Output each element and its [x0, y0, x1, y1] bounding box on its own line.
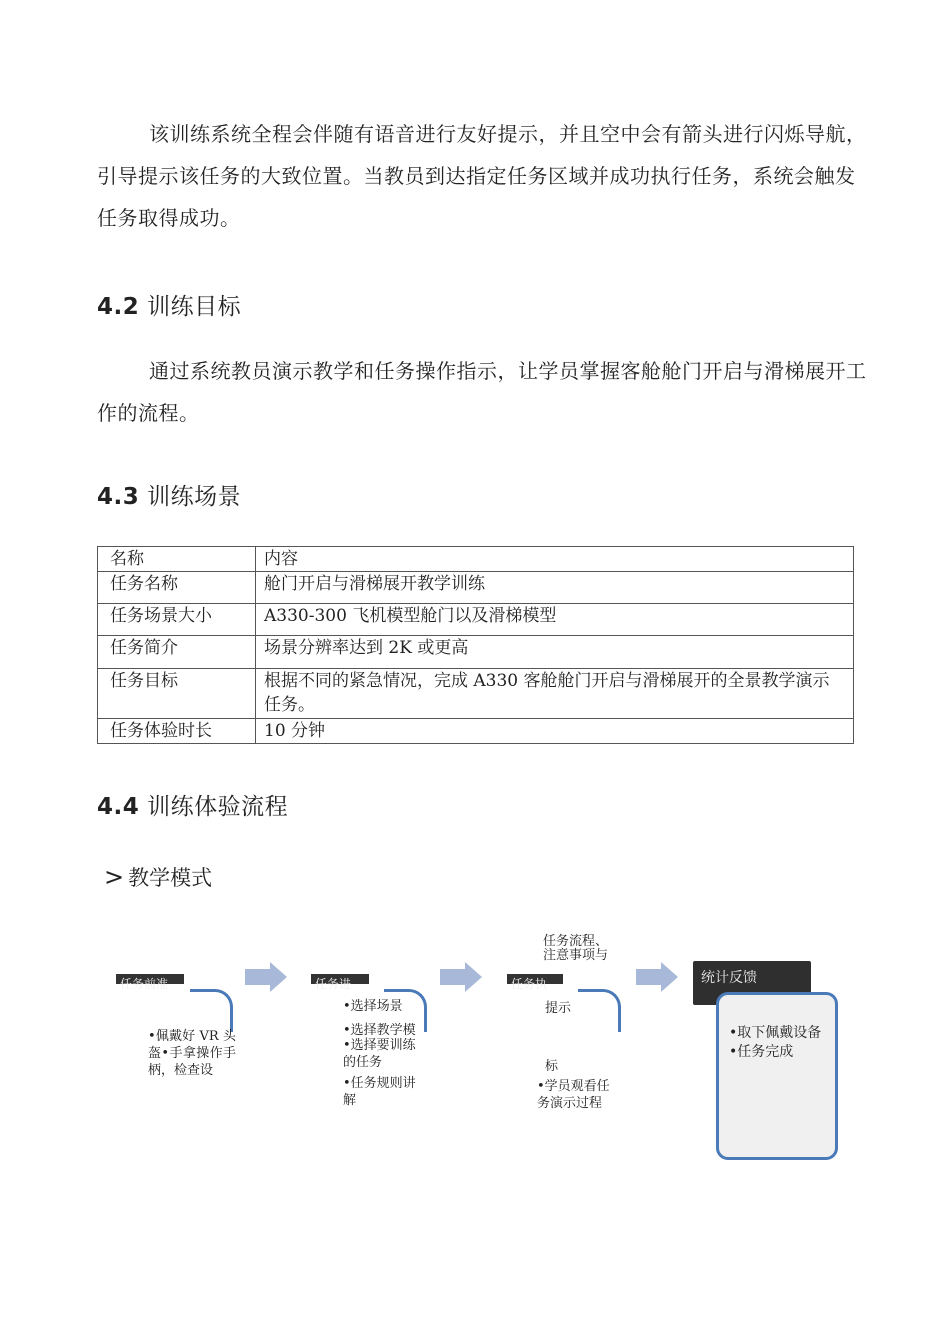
step4-bullets	[729, 1024, 821, 1062]
step1-hook	[190, 989, 233, 1032]
table-row	[98, 572, 854, 604]
section-title: 训练场景	[147, 484, 242, 510]
step4-box	[716, 992, 838, 1160]
table-header-row	[98, 547, 854, 572]
step4-label: 统计反馈	[693, 961, 811, 1005]
table-row	[98, 604, 854, 636]
table-value-cell: 10 分钟	[256, 719, 854, 744]
list-item: •任务完成	[729, 1044, 794, 1060]
table-header-cell: 内容	[256, 547, 854, 572]
section-number: 4.4	[97, 794, 140, 820]
step1-label: 任务前准	[116, 974, 184, 984]
step2-bullets	[343, 1023, 425, 1118]
table-row	[98, 636, 854, 669]
table-key-cell: 任务目标	[98, 669, 256, 719]
intro-paragraph: 该训练系统全程会伴随有语音进行友好提示，并且空中会有箭头进行闪烁导航，引导提示该任务的大致位置。当教员到达指定任务区域并成功执行任务，系统会触发任务取得成功。	[97, 122, 867, 230]
step3-clipped-line: 提示	[545, 1001, 572, 1016]
list-item: •取下佩戴设备	[729, 1025, 822, 1041]
mode-label: 教学模式	[128, 866, 213, 890]
step2-clipped-text	[343, 999, 423, 1014]
table-key-cell: 任务场景大小	[98, 604, 256, 636]
list-item: •选择要训练的任务	[343, 1038, 416, 1070]
table-header-cell: 名称	[98, 547, 256, 572]
list-item: •选择教学模	[343, 1023, 416, 1038]
step2-clipped-line: •选择场景	[343, 999, 403, 1014]
step3-clipped-mark: 标	[545, 1059, 559, 1074]
table-key-cell: 任务简介	[98, 636, 256, 669]
table-value-cell: 根据不同的紧急情况，完成 A330 客舱舱门开启与滑梯展开的全景教学演示任务。	[256, 669, 854, 719]
table-key-cell: 任务名称	[98, 572, 256, 604]
arrow-right-icon	[245, 962, 287, 992]
step2-label: 任务进	[311, 974, 369, 984]
section-number: 4.3	[97, 484, 140, 510]
step1-bullets: •佩戴好 VR 头盔•手拿操作手柄，检查设	[148, 1029, 236, 1078]
step3-bullets: •学员观看任务演示过程	[537, 1079, 610, 1111]
arrow-right-icon	[440, 962, 482, 992]
table-row	[98, 669, 854, 719]
step3-label: 任务执	[507, 974, 563, 984]
mode-heading	[104, 862, 212, 892]
step3-clipped-text	[545, 1001, 605, 1016]
arrow-right-icon	[636, 962, 678, 992]
table-row	[98, 719, 854, 744]
section-heading-4-2	[97, 288, 241, 321]
chevron-right-icon: >	[104, 863, 125, 891]
scene-table	[97, 546, 854, 744]
goal-paragraph: 通过系统教员演示教学和任务操作指示，让学员掌握客舱舱门开启与滑梯展开工作的流程。	[97, 359, 867, 425]
section-number: 4.2	[97, 294, 140, 320]
section-heading-4-3	[97, 478, 241, 511]
section-title: 训练目标	[147, 294, 242, 320]
table-value-cell: 舱门开启与滑梯展开教学训练	[256, 572, 854, 604]
section-title: 训练体验流程	[147, 794, 289, 820]
section-heading-4-4	[97, 788, 288, 821]
table-key-cell: 任务体验时长	[98, 719, 256, 744]
step3-above-text: 任务流程、注意事项与	[543, 934, 609, 963]
table-value-cell: 场景分辨率达到 2K 或更高	[256, 636, 854, 669]
table-value-cell: A330-300 飞机模型舱门以及滑梯模型	[256, 604, 854, 636]
list-item: •任务规则讲解	[343, 1076, 416, 1108]
